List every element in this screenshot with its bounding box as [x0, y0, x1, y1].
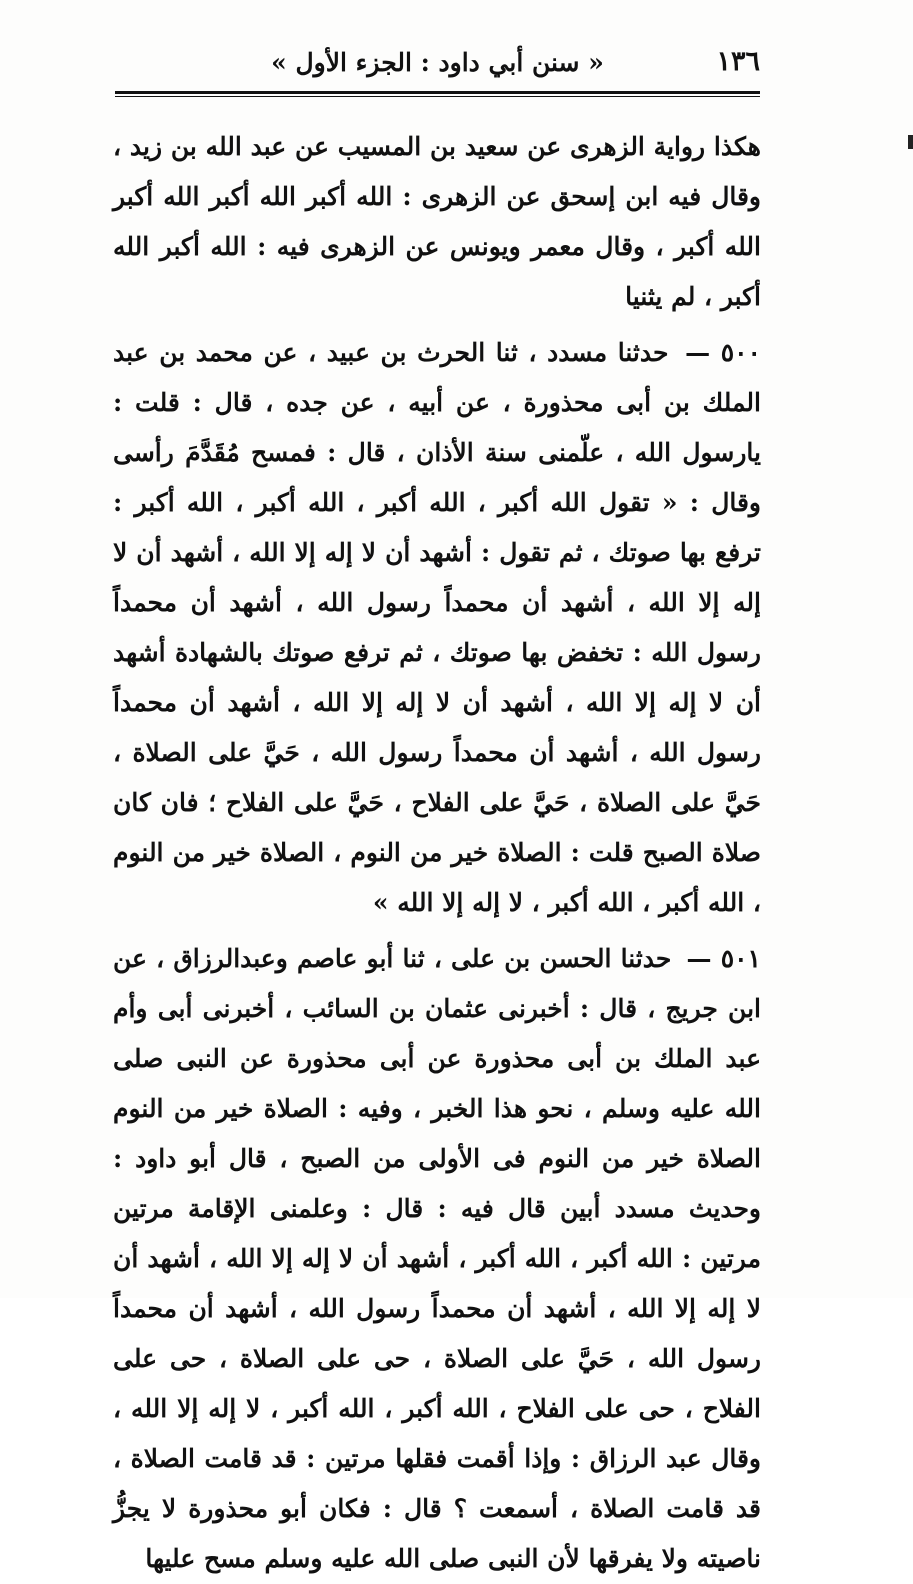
- page-number: ١٣٦: [716, 46, 760, 77]
- paragraph-text: هكذا رواية الزهرى عن سعيد بن المسيب عن عبد الله بن زيد ، وقال فيه ابن إسحق عن الزهرى : الله أكبر الله أكبر الله أكبر الله أكبر ، وقال معمر ويونس عن الزهرى فيه : الله أكبر الله أكبر ، لم يثنيا: [113, 132, 761, 311]
- header-rule: [115, 91, 760, 94]
- header-rule-thin: [115, 96, 760, 97]
- paragraph-intro: [113, 122, 761, 322]
- running-title: « سنن أبي داود : الجزء الأول »: [271, 48, 604, 77]
- hadith-number: ٥٠١ —: [686, 944, 761, 973]
- paragraph-hadith-500: [113, 328, 761, 928]
- paragraph-text: حدثنا مسدد ، ثنا الحرث بن عبيد ، عن محمد بن عبد الملك بن أبى محذورة ، عن أبيه ، عن جده ، قال : قلت : يارسول الله ، علّمنى سنة الأذان ، قال : فمسح مُقَدَّمَ رأسى وقال : « تقول الله أكبر ، الله أكبر ، الله أكبر ، الله أكبر : ترفع بها صوتك ، ثم تقول : أشهد أن لا إله إلا الله ، أشهد أن لا إله إلا الله ، أشهد أن محمداً رسول الله ، أشهد أن محمداً رسول الله : تخفض بها صوتك ، ثم ترفع صوتك بالشهادة أشهد أن لا إله إلا الله ، أشهد أن لا إله إلا الله ، أشهد أن محمداً رسول الله ، أشهد أن محمداً رسول الله ، حَيَّ على الصلاة ، حَيَّ على الصلاة ، حَيَّ على الفلاح ، حَيَّ على الفلاح ؛ فان كان صلاة الصبح قلت : الصلاة خير من النوم ، الصلاة خير من النوم ، الله أكبر ، الله أكبر ، لا إله إلا الله »: [113, 338, 761, 917]
- paragraph-hadith-501: [113, 934, 761, 1584]
- page-body: [113, 122, 761, 1584]
- page-header: [115, 42, 760, 82]
- hadith-number: ٥٠٠ —: [685, 338, 761, 367]
- paragraph-text: حدثنا الحسن بن على ، ثنا أبو عاصم وعبدالرزاق ، عن ابن جريج ، قال : أخبرنى عثمان بن السائب ، أخبرنى أبى وأم عبد الملك بن أبى محذورة عن أبى محذورة عن النبى صلى الله عليه وسلم ، نحو هذا الخبر ، وفيه : الصلاة خير من النوم الصلاة خير من النوم فى الأولى من الصبح ، قال أبو داود : وحديث مسدد أبين قال فيه : قال : وعلمنى الإقامة مرتين مرتين : الله أكبر ، الله أكبر ، أشهد أن لا إله إلا الله ، أشهد أن لا إله إلا الله ، أشهد أن محمداً رسول الله ، أشهد أن محمداً رسول الله ، حَيَّ على الصلاة ، حى على الصلاة ، حى على الفلاح ، حى على الفلاح ، الله أكبر ، الله أكبر ، لا إله إلا الله ، وقال عبد الرزاق : وإذا أقمت فقلها مرتين : قد قامت الصلاة ، قد قامت الصلاة ، أسمعت ؟ قال : فكان أبو محذورة لا يجزُّ ناصيته ولا يفرقها لأن النبى صلى الله عليه وسلم مسح عليها: [113, 944, 761, 1573]
- margin-mark: [908, 135, 913, 149]
